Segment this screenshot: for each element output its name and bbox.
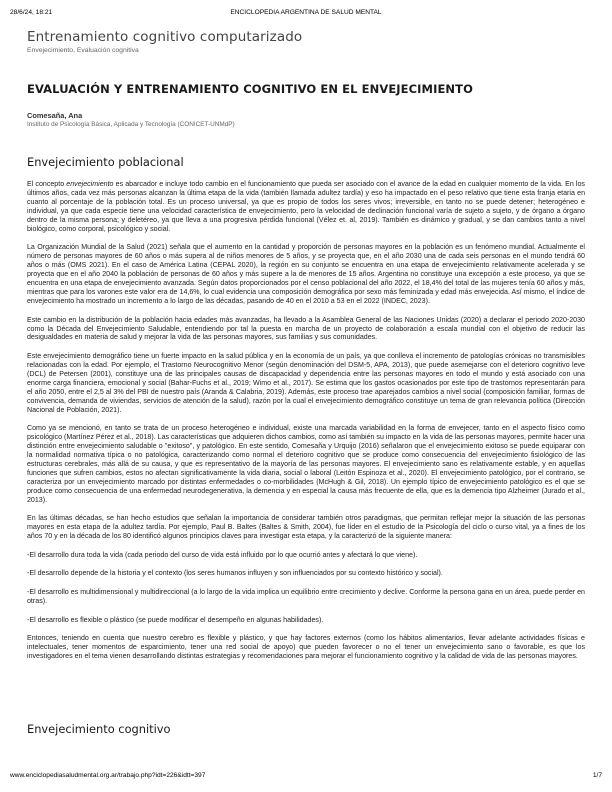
body-paragraph: Este envejecimiento demográfico tiene un fuerte impacto en la salud pública y en la economía de un país, ya que conlleva el incremento de patologías crónicas no transmisibles relacionadas con la edad. Por ejemplo, el Trastorno Neurocognitivo Menor (según denominación del DSM-5, APA, 2013), que puede asemejarse con el deterioro cognitivo leve (DCL) de Petersen (2001), constituye una de las principales causas de discapacidad y dependencia entre las personas mayores en todo el mundo y está asociado con una enorme carga financiera, emocional y social (Bahar-Fuchs et al., 2019; Wimo et al., 2017). Se estima que los gastos ocasionados por este tipo de trastornos representarán para el año 2050, entre el 2,5 al 3% del PBI de nuestro país (Aranda & Calabria, 2019). Además, este proceso trae aparejados cambios a nivel social (composición familiar, formas de convivencia, demanda de viviendas, servicios de atención de la salud), razón por la cual el envejecimiento demográfico constituye un tema de gran relevancia política (Dirección Nacional de Población, 2021). — [27, 352, 585, 414]
print-datetime: 28/6/24, 18:21 — [10, 9, 53, 16]
body-paragraph: Como ya se mencionó, en tanto se trata de un proceso heterogéneo e individual, existe una marcada variabilidad en la forma de envejecer, tanto en el aspecto físico como psicológico (Martínez Pérez et al., 2018). Las características que adquieren dichos cambios, como así también su impacto en la vida de las personas mayores, permite hacer una distinción entre envejecimiento saludable o "exitoso", y patológico. En este sentido, Comesaña y Urquijo (2016) señalaron que el envejecimiento exitoso se puede equiparar con la normalidad normativa típica o no patológica, caracterizando como normal el deterioro cognitivo que se produce como consecuencia del envejecimiento fisiológico de las estructuras cerebrales, más allá de su causa, y que es representativo de la mayoría de las personas mayores. El envejecimiento sano es relativamente estable, y en aquellas funciones que sufren cambios, estos no afectan significativamente la vida diaria, social o laboral (Leitón Espinoza et al., 2020). El envejecimiento patológico, por el contrario, se caracteriza por un envejecimiento marcado por distintas enfermedades o co-morbilidades (McHugh & Gil, 2018). Un ejemplo típico de envejecimiento patológico es el que se produce como consecuencia de una enfermedad neurodegenerativa, la demencia y en especial la causa más frecuente de ella, que es la demencia tipo Alzheimer (Jurado et al., 2013). — [27, 424, 585, 504]
body-paragraph: Este cambio en la distribución de la población hacia edades más avanzadas, ha llevado a la Asamblea General de las Naciones Unidas (2020) a declarar el periodo 2020-2030 como la Década del Envejecimiento Saludable, entendiendo por tal la puesta en marcha de un proyecto de colaboración a escala mundial con el objetivo de reducir las desigualdades en materia de salud y mejorar la vida de las personas mayores, sus familias y sus comunidades. — [27, 315, 585, 342]
section-heading: Envejecimiento poblacional — [27, 155, 184, 169]
article-body — [27, 180, 585, 661]
page-content — [27, 29, 585, 671]
article-author: Comesaña, Ana — [27, 111, 83, 120]
list-item: -El desarrollo dura toda la vida (cada periodo del curso de vida está influido por lo que ocurrió antes y afectará lo que viene). — [27, 550, 418, 559]
body-paragraph: El concepto envejecimiento es abarcador e incluye todo cambio en el funcionamiento que pueda ser asociado con el avance de la edad en cualquier momento de la vida. En los últimos años, cada vez más personas alcanzan la última etapa de la vida (también llamada adultez tardía) y eso ha impactado en el peso relativo que tiene esta franja etaria en cuanto al porcentaje de la población total. Es un proceso universal, ya que es propio de todos los seres vivos; irreversible, en tanto no se puede detener; heterogéneo e individual, ya que cada especie tiene una velocidad característica de envejecimiento, pero la velocidad de declinación funcional varía de sujeto a sujeto, y de órgano a órgano dentro de la misma persona; y deletéreo, ya que lleva a una progresiva pérdida funcional (Vélez et. al, 2019). También es dinámico y gradual, y se dan cambios tanto a nivel biológico, como corporal, psicológico y social. — [27, 180, 585, 233]
section-heading: Envejecimiento cognitivo — [27, 722, 171, 736]
list-item: -El desarrollo es flexible o plástico (se puede modificar el desempeño en algunas habilidades). — [27, 615, 324, 624]
body-paragraph: En las últimas décadas, se han hecho estudios que señalan la importancia de considerar también otros paradigmas, que permitan reflejar mejor la situación de las personas mayores en esta etapa de la adultez tardía. Por ejemplo, Paul B. Baltes (Baltes & Smith, 2004), fue líder en el estudio de la Psicología del ciclo o curso vital, ya a fines de los años 70 y en la década de los 80 identificó algunos principios claves para investigar esta etapa, y la caracterizó de la siguiente manera: — [27, 514, 585, 541]
print-header — [10, 9, 602, 19]
print-site-name: ENCICLOPEDIA ARGENTINA DE SALUD MENTAL — [230, 9, 382, 16]
site-title[interactable]: Entrenamiento cognitivo computarizado — [27, 29, 303, 45]
page-url: www.enciclopediasaludmental.org.ar/trabajo.php?idt=226&idtt=397 — [10, 772, 206, 779]
emphasized-term: envejecimiento — [66, 180, 114, 188]
site-subtitle: Envejecimiento, Evaluación cognitiva — [27, 47, 139, 54]
page-number: 1/7 — [592, 772, 602, 779]
body-paragraph: La Organización Mundial de la Salud (2021) señala que el aumento en la cantidad y proporción de personas mayores en la población es un fenómeno mundial. Actualmente el número de personas mayores de 60 años o más supera al de niños menores de 5 años, y se proyecta que, en el año 2030 una de cada seis personas en el mundo tendrá 60 años o más (OMS 2021). En el caso de América Latina (CEPAL 2020), la región en su conjunto se encuentra en una etapa de envejecimiento relativamente acelerada y se proyecta que en el año 2040 la población de personas de 60 años y más supere a la de menores de 15 años. Argentina no constituye una excepción a este proceso, ya que se encuentra en una etapa de envejecimiento avanzada. Según datos proporcionados por el censo poblacional del año 2022, el 18,4% del total de las mujeres tenía 60 años y más, mientras que para los varones este valor era de 14,6%, lo cual evidencia una composición demográfica por sexo más feminizada y edad más envejecida. Así mismo, el índice de envejecimiento ha mostrado un incremento a lo largo de las décadas, pasando de 40 en el 2010 a 53 en el 2022 (INDEC, 2023). — [27, 243, 585, 306]
list-item: -El desarrollo depende de la historia y el contexto (los seres humanos influyen y son influenciados por su contexto histórico y social). — [27, 569, 443, 578]
body-paragraph: Entonces, teniendo en cuenta que nuestro cerebro es flexible y plástico, y que hay factores externos (como los hábitos alimentarios, llevar adelante actividades físicas e intelectuales, tener momentos de esparcimiento, tener una red social de apoyo) que pueden favorecer o no el tener un envejecimiento sano o favorable, es que los investigadores en el tema vienen desarrollando distintas estrategias y recomendaciones para mejorar el funcionamiento cognitivo y la calidad de vida de las personas mayores. — [27, 634, 585, 660]
article-title: EVALUACIÓN Y ENTRENAMIENTO COGNITIVO EN EL ENVEJECIMIENTO — [27, 82, 473, 96]
list-item: -El desarrollo es multidimensional y multidireccional (a lo largo de la vida implica un equilibrio entre crecimiento y declive. Conforme la persona gana en un área, puede perder en otras). — [27, 588, 585, 605]
article-affiliation: Instituto de Psicología Básica, Aplicada y Tecnología (CONICET-UNMdP) — [27, 121, 235, 128]
print-footer — [10, 772, 602, 782]
